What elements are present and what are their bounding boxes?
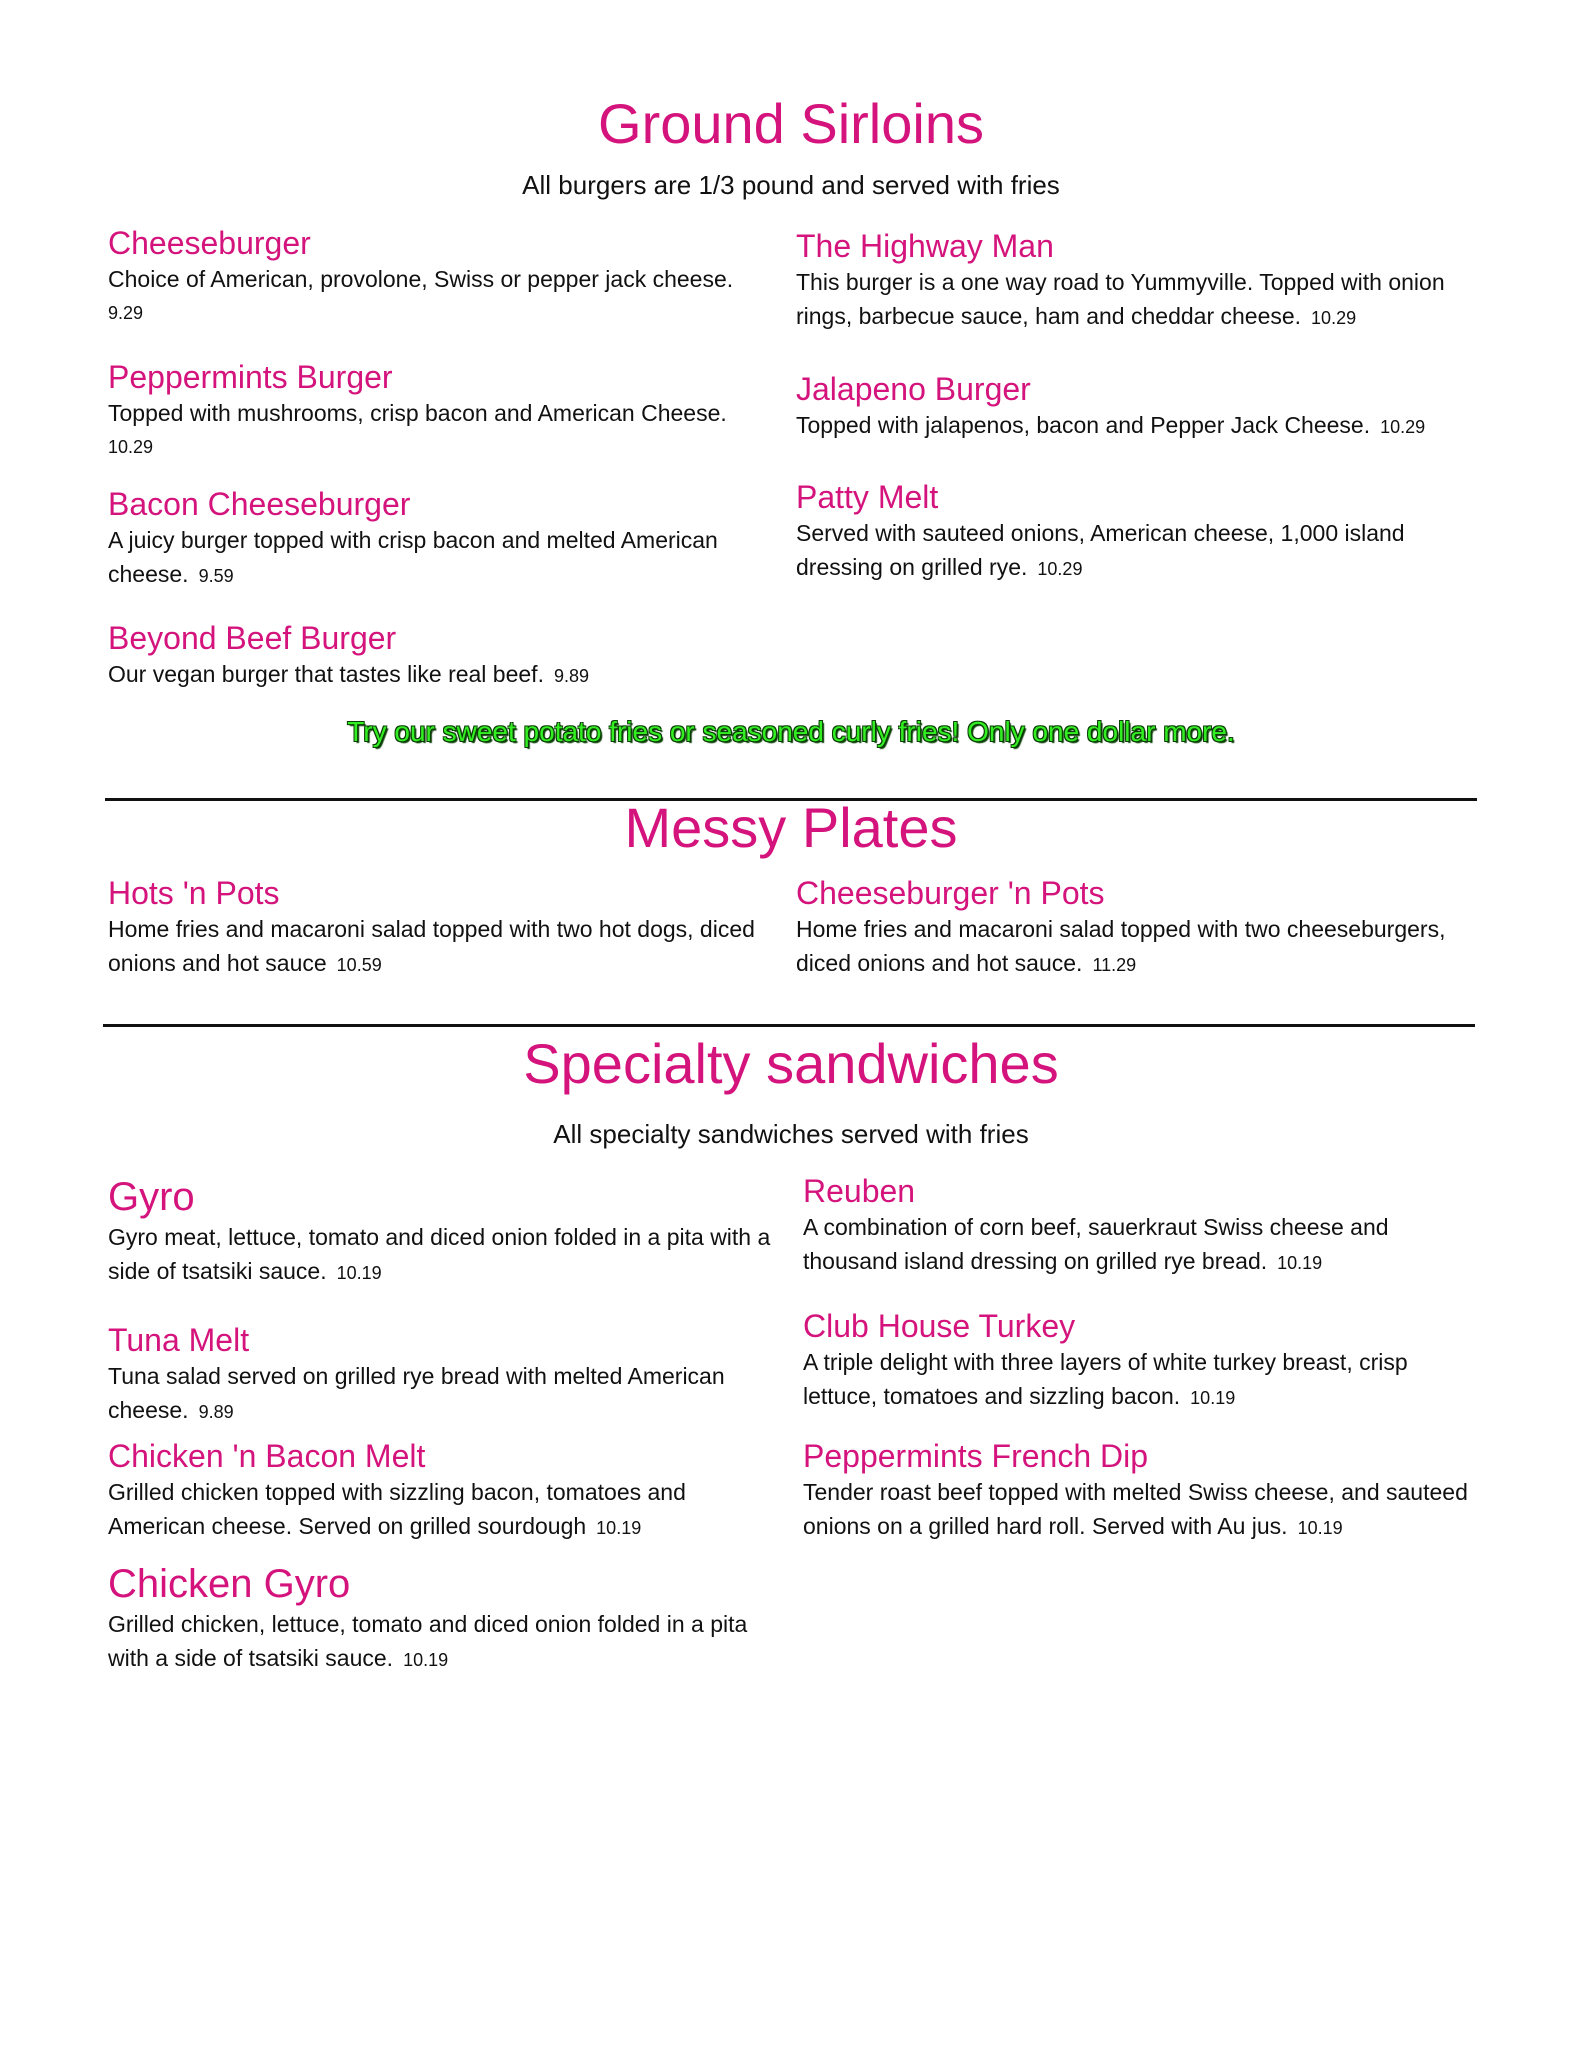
item-name: Reuben [803,1173,916,1209]
item-description: Grilled chicken, lettuce, tomato and diced onion folded in a pita with a side of tsatsiki sauce. 10.19 [108,1611,748,1671]
menu-item-hots-n-pots [108,874,780,982]
fries-promo-banner: Try our sweet potato fries or seasoned curly fries! Only one dollar more. [347,716,1235,747]
section-title-messy-plates: Messy Plates [624,796,958,859]
item-name: Peppermints Burger [108,359,393,395]
menu-item-gyro [108,1174,780,1290]
item-description: Home fries and macaroni salad topped with two hot dogs, diced onions and hot sauce 10.59 [108,916,755,976]
item-price: 9.59 [198,566,234,586]
menu-item-tuna-melt [108,1321,758,1429]
item-name: Cheeseburger 'n Pots [796,875,1105,911]
item-description: Topped with jalapenos, bacon and Pepper Jack Cheese. 10.29 [796,412,1426,438]
menu-item-jalapeno-burger [796,370,1468,444]
menu-item-club-house-turkey [803,1307,1475,1415]
section-title-specialty-sandwiches: Specialty sandwiches [523,1032,1059,1095]
item-price: 10.29 [1311,308,1357,328]
item-name: Cheeseburger [108,225,311,261]
item-name: Beyond Beef Burger [108,620,397,656]
item-name: Chicken 'n Bacon Melt [108,1438,426,1474]
item-price: 9.29 [108,303,144,323]
menu-item-peppermints-french-dip [803,1437,1475,1545]
menu-item-beyond-beef-burger [108,619,758,693]
item-description: Our vegan burger that tastes like real beef. 9.89 [108,661,590,687]
item-description: A triple delight with three layers of white turkey breast, crisp lettuce, tomatoes and sizzling bacon. 10.19 [803,1349,1408,1409]
item-description: This burger is a one way road to Yummyville. Topped with onion rings, barbecue sauce, ham and cheddar cheese. 10.29 [796,269,1445,329]
item-description: Tender roast beef topped with melted Swiss cheese, and sauteed onions on a grilled hard roll. Served with Au jus. 10.19 [803,1479,1468,1539]
menu-item-patty-melt [796,478,1468,586]
item-price: 10.19 [403,1650,449,1670]
item-description: A combination of corn beef, sauerkraut Swiss cheese and thousand island dressing on grilled rye bread. 10.19 [803,1214,1389,1274]
item-name: Bacon Cheeseburger [108,486,411,522]
item-price: 11.29 [1092,955,1137,975]
section-title-ground-sirloins: Ground Sirloins [598,92,984,155]
item-name: Chicken Gyro [108,1562,351,1606]
item-name: Gyro [108,1175,195,1219]
menu-item-peppermints-burger [108,358,758,464]
item-price: 10.19 [596,1518,642,1538]
item-name: Tuna Melt [108,1322,250,1358]
item-name: Jalapeno Burger [796,371,1031,407]
item-price: 9.89 [553,666,590,686]
item-description: A juicy burger topped with crisp bacon and melted American cheese. 9.59 [108,527,718,587]
item-price: 10.29 [108,437,154,457]
item-price: 10.29 [1037,559,1083,579]
item-name: Club House Turkey [803,1308,1076,1344]
menu-item-chicken-n-bacon-melt [108,1437,758,1545]
item-description: Served with sauteed onions, American cheese, 1,000 island dressing on grilled rye. 10.29 [796,520,1405,580]
item-name: Hots 'n Pots [108,875,280,911]
menu-item-reuben [803,1172,1475,1280]
item-description: Home fries and macaroni salad topped with two cheeseburgers, diced onions and hot sauce. 11.29 [796,916,1446,976]
item-description: Topped with mushrooms, crisp bacon and American Cheese. 10.29 [108,396,758,464]
item-name: Patty Melt [796,479,939,515]
menu-item-chicken-gyro [108,1561,788,1677]
item-price: 10.19 [1190,1388,1236,1408]
item-description: Grilled chicken topped with sizzling bacon, tomatoes and American cheese. Served on grilled sourdough 10.19 [108,1479,686,1539]
item-price: 9.89 [198,1402,234,1422]
item-description: Tuna salad served on grilled rye bread with melted American cheese. 9.89 [108,1363,725,1423]
section-subtitle-specialty-sandwiches: All specialty sandwiches served with fries [553,1119,1029,1149]
menu-item-cheeseburger [108,224,758,330]
item-price: 10.59 [336,955,382,975]
item-description: Choice of American, provolone, Swiss or pepper jack cheese. 9.29 [108,262,758,330]
item-description: Gyro meat, lettuce, tomato and diced onion folded in a pita with a side of tsatsiki sauce. 10.19 [108,1224,771,1284]
item-name: The Highway Man [796,228,1054,264]
menu-item-highway-man [796,227,1468,335]
item-name: Peppermints French Dip [803,1438,1149,1474]
section-subtitle-ground-sirloins: All burgers are 1/3 pound and served with fries [522,170,1060,200]
menu-item-bacon-cheeseburger [108,485,758,593]
item-price: 10.19 [1277,1253,1323,1273]
item-price: 10.29 [1380,417,1426,437]
item-price: 10.19 [336,1263,382,1283]
item-price: 10.19 [1297,1518,1343,1538]
section-divider [103,1024,1475,1027]
menu-item-cheeseburger-n-pots [796,874,1476,982]
